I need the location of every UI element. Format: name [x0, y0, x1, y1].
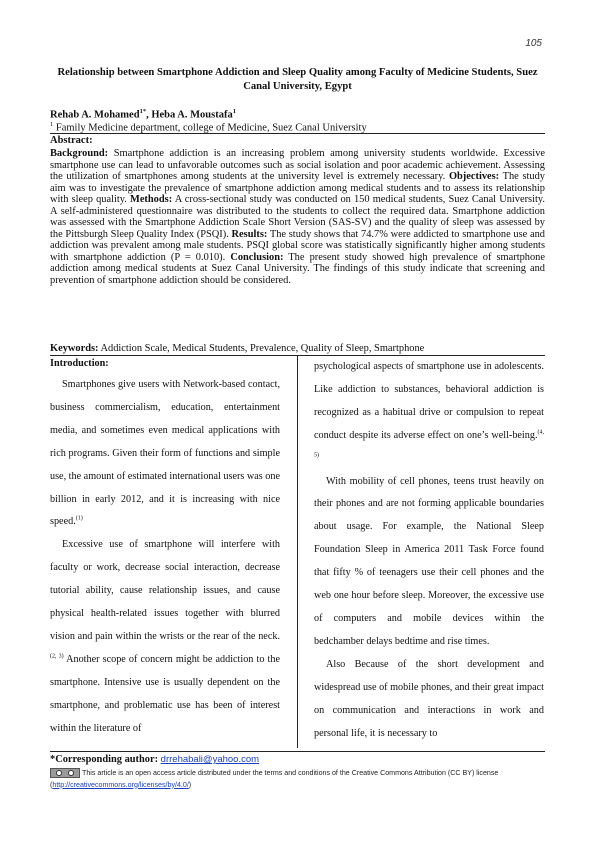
intro-paragraph	[50, 534, 280, 740]
corr-label: *Corresponding author:	[50, 754, 159, 765]
affiliation	[50, 121, 367, 134]
page-number: 105	[525, 38, 542, 49]
intro-paragraph	[50, 374, 280, 534]
author-affil-mark: 1*	[139, 108, 147, 115]
keywords-line	[50, 343, 424, 354]
keywords-text: Addiction Scale, Medical Students, Prevalence, Quality of Sleep, Smartphone	[98, 343, 425, 354]
results-label: Results:	[231, 228, 268, 240]
conclusion-label: Conclusion:	[230, 251, 284, 263]
intro-paragraph: Also Because of the short development and widespread use of mobile phones, and their great impact on communication and interactions in work and personal life, it is necessary to	[314, 658, 544, 739]
footer-divider	[50, 751, 545, 752]
objectives-text: The study aim was to investigate the prevalence of smartphone addiction among medical students and to assess its relationship with sleep quality.	[50, 171, 545, 206]
intro-paragraph: With mobility of cell phones, teens trust heavily on their phones and are not forming applicable boundaries about usage. For example, the National Sleep Foundation Sleep in America 2011 Task Force found that fifty % of teenagers use their cell phones and the web one hour before sleep. Moreover, the excessive use of computers and mobile devices within the bedchamber delays bedtime and rise times.	[314, 475, 544, 647]
paragraph-text: Another scope of concern might be addiction to the smartphone. Intensive use is usually dependent on the smartphone, and problematic use has been of interest within the literature of	[50, 653, 280, 734]
author-separator: ,	[146, 109, 152, 121]
license-note	[50, 768, 545, 791]
background-text: Smartphone addiction is an increasing problem among university students worldwide. Excessive smartphone use can lead to unfavorable outcomes such as social isolation and poor academic achievement. Assessing the utilization of smartphones among students at the university level is extremely necessary.	[50, 148, 545, 183]
affil-text: Family Medicine department, college of Medicine, Suez Canal University	[53, 122, 367, 134]
paragraph-text: Smartphones give users with Network-based contact, business commercialism, education, entertainment media, and sometimes even medical applications with rich programs. Given their form of functions and simple use, the amount of estimated international users was one billion in early 2012, and it is increasing with nice speed.	[50, 379, 281, 528]
introduction-heading: Introduction:	[50, 358, 109, 369]
right-column	[314, 356, 544, 745]
author-line	[50, 108, 236, 121]
author-name: Rehab A. Mohamed	[50, 109, 140, 121]
citation: (1)	[75, 516, 83, 523]
license-link[interactable]: http://creativecommons.org/licenses/by/4.0/	[52, 780, 189, 789]
methods-text: A cross-sectional study was conducted on 150 medical students, Suez Canal University. A self-administered questionnaire was distributed to the students to collect the required data. Smartphone addiction was assessed with the Smartphone Addiction Scale Short Version (SAS-SV) and the quality of sleep was assessed by the Pittsburgh Sleep Quality Index (PSQI).	[50, 194, 545, 240]
background-label: Background:	[50, 148, 109, 159]
abstract-body	[50, 148, 545, 287]
author-affil-mark: 1	[232, 108, 236, 115]
abstract-heading: Abstract:	[50, 135, 93, 146]
license-end: )	[188, 780, 192, 789]
divider	[50, 133, 545, 134]
objectives-label: Objectives:	[448, 171, 500, 183]
keywords-label: Keywords:	[50, 343, 99, 354]
left-column	[50, 356, 280, 741]
column-divider	[297, 355, 298, 748]
paragraph-text: psychological aspects of smartphone use in adolescents. Like addiction to substances, behavioral addiction is recognized as a habitual drive or compulsion to repeat conduct despite its adverse effect on one’s well-being.	[314, 361, 544, 441]
citation: (4, 5)	[314, 429, 544, 459]
affil-mark: 1	[50, 121, 54, 128]
results-text: The study shows that 74.7% were addicted to smartphone use and addiction was prevalent among male students. PSQI global score was statistically significantly higher among students with smartphone addiction (P = 0.010).	[50, 228, 546, 263]
corr-email-link[interactable]: drrehabali@yahoo.com	[160, 754, 260, 765]
intro-paragraph	[314, 356, 544, 471]
corresponding-author	[50, 754, 259, 765]
license-text: This article is an open access article distributed under the terms and conditions of the Creative Commons Attribution (CC BY) license (	[50, 769, 499, 789]
paper-title: Relationship between Smartphone Addiction and Sleep Quality among Faculty of Medicine Students, Suez Canal University, Egypt	[57, 67, 538, 92]
methods-label: Methods:	[130, 194, 173, 206]
paragraph-text: Excessive use of smartphone will interfere with faculty or work, decrease social interaction, decrease tutorial ability, cause relationship issues, and cause physical health-related issues together with blurred vision and pain within the wrists or the rear of the neck.	[50, 539, 280, 642]
citation: (2, 3)	[50, 653, 64, 660]
author-name: Heba A. Moustafa	[151, 109, 233, 121]
conclusion-text: The present study showed high prevalence of smartphone addiction among medical students at Suez Canal University. The findings of this study indicate that screening and prevention of smartphone addiction should be considered.	[50, 251, 545, 287]
